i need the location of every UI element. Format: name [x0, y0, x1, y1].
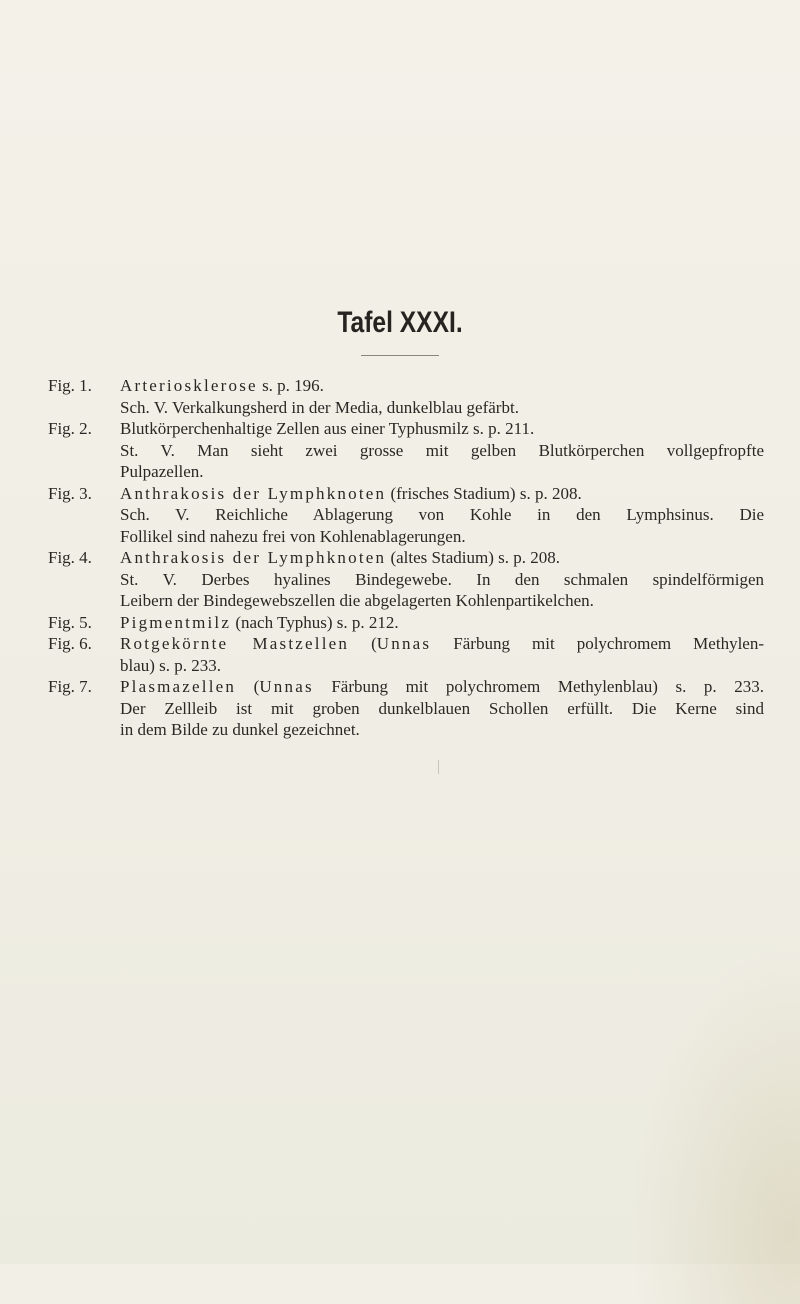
description-line: [120, 698, 764, 720]
description-line: [120, 418, 764, 440]
figure-label: Fig. 4.: [48, 548, 92, 567]
description-line: [120, 590, 764, 612]
description-line: [120, 504, 764, 526]
text-run: (nach Typhus) s. p. 212.: [231, 612, 399, 632]
figure-description: [120, 676, 764, 741]
paper-mark: [438, 760, 439, 774]
description-line: [120, 655, 764, 677]
description-line: [120, 547, 764, 569]
figure-description: [120, 633, 764, 676]
description-line: [120, 569, 764, 591]
figure-description: [120, 418, 764, 483]
spaced-term: Unnas: [259, 677, 314, 696]
text-run: in dem Bilde zu dunkel gezeichnet.: [120, 720, 360, 739]
spaced-term: Anthrakosis der Lymphknoten: [120, 483, 387, 503]
figure-description: [120, 483, 764, 548]
text-run: Leibern der Bindegewebszellen die abgelagerten Kohlenpartikelchen.: [120, 591, 594, 610]
description-line: [120, 483, 764, 505]
figure-entry: [48, 483, 764, 548]
text-run: Blutkörperchenhaltige Zellen aus einer Typhusmilz s. p. 211.: [120, 419, 535, 438]
text-run: blau) s. p. 233.: [120, 655, 222, 675]
text-run: (: [236, 677, 260, 696]
spaced-term: Pigmentmilz: [120, 612, 232, 632]
plate-title: Tafel XXXI.: [337, 306, 463, 339]
figure-entry: [48, 418, 764, 483]
figure-entry: [48, 375, 764, 418]
description-line: [120, 676, 764, 698]
text-run: Follikel sind nahezu frei von Kohlenablagerungen.: [120, 526, 466, 546]
text-run: s. p. 196.: [257, 376, 324, 395]
spaced-term: Unnas: [376, 634, 432, 653]
text-run: (: [349, 634, 377, 653]
text-run: (altes Stadium) s. p. 208.: [386, 548, 560, 567]
figure-entry: [48, 547, 764, 612]
spaced-term: Arteriosklerose: [120, 376, 258, 395]
figure-label: Fig. 1.: [48, 376, 92, 395]
figure-entry: [48, 612, 764, 634]
text-run: Färbung mit polychromem Methylen-: [431, 634, 764, 653]
paper-stain: [630, 944, 800, 1304]
text-run: St. V. Derbes hyalines Bindegewebe. In den schmalen spindelförmigen: [120, 569, 764, 589]
figure-label: Fig. 3.: [48, 483, 92, 503]
description-line: [120, 440, 764, 462]
description-line: [120, 633, 764, 655]
text-run: Der Zellleib ist mit groben dunkelblauen Schollen erfüllt. Die Kerne sind: [120, 698, 764, 718]
figure-label: Fig. 2.: [48, 419, 92, 438]
description-line: [120, 612, 764, 634]
text-run: St. V. Man sieht zwei grosse mit gelben Blutkörperchen vollgepfropfte: [120, 440, 764, 460]
figure-description: [120, 547, 764, 612]
description-line: [120, 526, 764, 548]
spaced-term: Anthrakosis der Lymphknoten: [120, 548, 387, 567]
text-run: Färbung mit polychromem Methylenblau) s. p. 233.: [313, 677, 764, 696]
figure-label: Fig. 6.: [48, 634, 92, 653]
figure-legend: [48, 375, 764, 741]
figure-label: Fig. 5.: [48, 612, 92, 632]
spaced-term: Rotgekörnte Mastzellen: [120, 634, 350, 653]
figure-entry: [48, 633, 764, 676]
spaced-term: Plasmazellen: [120, 677, 237, 696]
description-line: [120, 461, 764, 483]
title-divider: [361, 355, 439, 356]
description-line: [120, 719, 764, 741]
figure-description: [120, 375, 764, 418]
text-run: Sch. V. Verkalkungsherd in der Media, dunkelblau gefärbt.: [120, 397, 519, 417]
description-line: [120, 397, 764, 419]
figure-entry: [48, 676, 764, 741]
text-run: Pulpazellen.: [120, 462, 204, 481]
description-line: [120, 375, 764, 397]
figure-label: Fig. 7.: [48, 677, 92, 696]
text-run: (frisches Stadium) s. p. 208.: [386, 483, 582, 503]
text-run: Sch. V. Reichliche Ablagerung von Kohle in den Lymphsinus. Die: [120, 505, 764, 524]
figure-description: [120, 612, 764, 634]
